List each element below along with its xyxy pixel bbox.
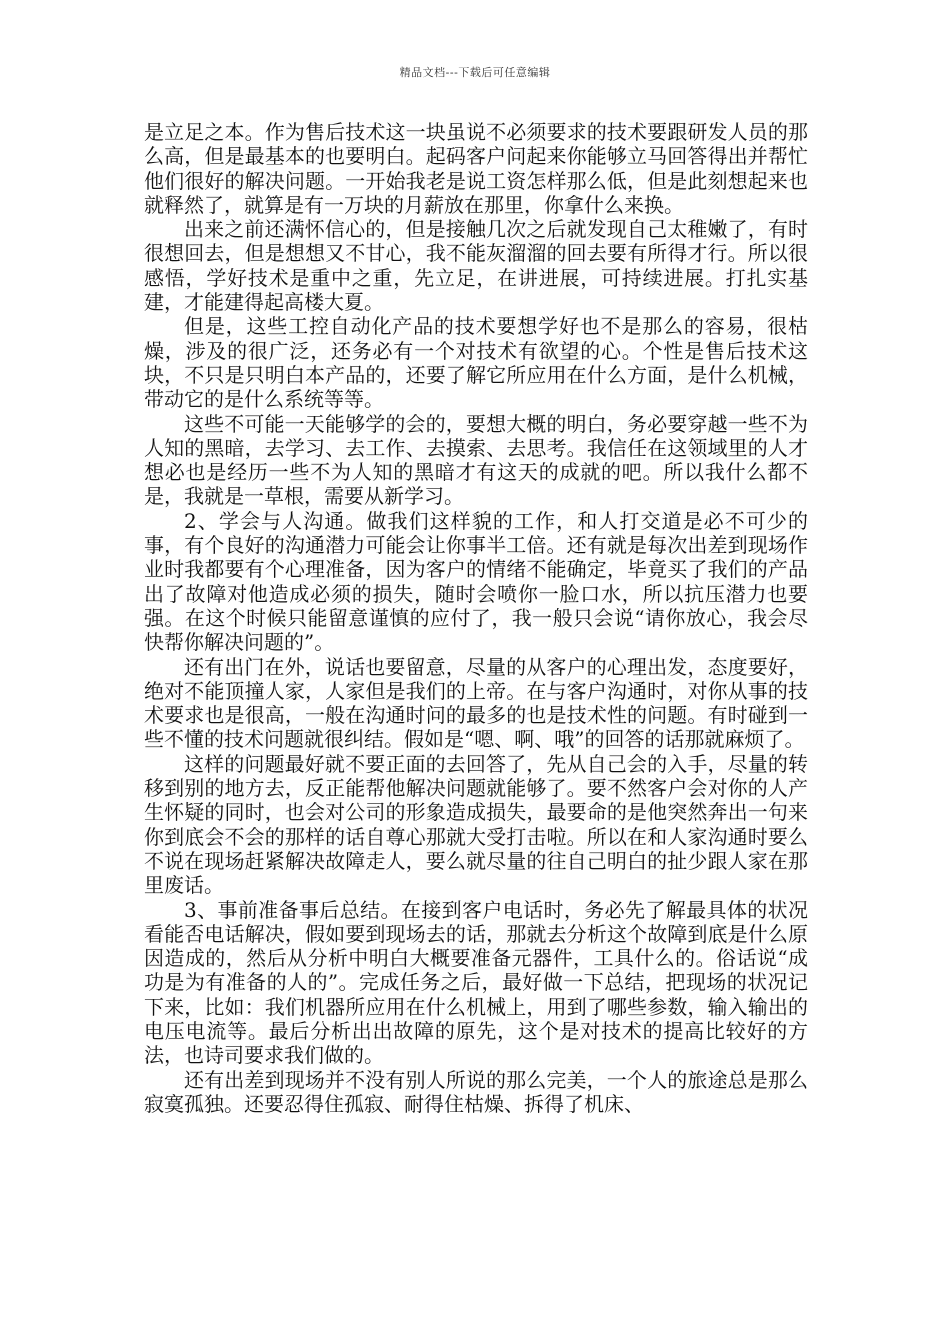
paragraph-9: 还有出差到现场并不没有别人所说的那么完美，一个人的旅途总是那么寂寞孤独。还要忍得住孤寂、耐得住枯燥、拆得了机床、 — [144, 1067, 808, 1116]
paragraph-6: 还有出门在外，说话也要留意，尽量的从客户的心理出发，态度要好，绝对不能顶撞人家，人家但是我们的上帝。在与客户沟通时，对你从事的技术要求也是很高，一般在沟通时问的最多的也是技术性的问题。有时碰到一些不懂的技术问题就很纠结。假如是“嗯、啊、哦”的回答的话那就麻烦了。 — [144, 654, 808, 752]
page-header: 精品文档---下载后可任意编辑 — [399, 66, 551, 79]
paragraph-8: 3、事前准备事后总结。在接到客户电话时，务必先了解最具体的状况看能否电话解决，假如要到现场去的话，那就去分析这个故障到底是什么原因造成的，然后从分析中明白大概要准备元器件，工具什么的。俗话说“成功是为有准备的人的”。完成任务之后，最好做一下总结，把现场的状况记下来，比如：我们机器所应用在什么机械上，用到了哪些参数，输入输出的电压电流等。最后分析出出故障的原先，这个是对技术的提高比较好的方法，也诗司要求我们做的。 — [144, 897, 808, 1068]
document-body — [144, 120, 808, 1116]
paragraph-2: 出来之前还满怀信心的，但是接触几次之后就发现自己太稚嫩了，有时很想回去，但是想想又不甘心，我不能灰溜溜的回去要有所得才行。所以很感悟，学好技术是重中之重，先立足，在讲进展，可持续进展。打扎实基建，才能建得起高楼大夏。 — [144, 217, 808, 315]
paragraph-4: 这些不可能一天能够学的会的，要想大概的明白，务必要穿越一些不为人知的黑暗，去学习、去工作、去摸索、去思考。我信任在这领域里的人才想必也是经历一些不为人知的黑暗才有这天的成就的吧。所以我什么都不是，我就是一草根，需要从新学习。 — [144, 411, 808, 509]
paragraph-1: 是立足之本。作为售后技术这一块虽说不必须要求的技术要跟研发人员的那么高，但是最基本的也要明白。起码客户问起来你能够立马回答得出并帮忙他们很好的解决问题。一开始我老是说工资怎样那么低，但是此刻想起来也就释然了，就算是有一万块的月薪放在那里，你拿什么来换。 — [144, 120, 808, 217]
paragraph-3: 但是，这些工控自动化产品的技术要想学好也不是那么的容易，很枯燥，涉及的很广泛，还务必有一个对技术有欲望的心。个性是售后技术这块，不只是只明白本产品的，还要了解它所应用在什么方面，是什么机械，带动它的是什么系统等等。 — [144, 314, 808, 412]
paragraph-7: 这样的问题最好就不要正面的去回答了，先从自己会的入手，尽量的转移到别的地方去，反正能帮他解决问题就能够了。要不然客户会对你的人产生怀疑的同时，也会对公司的形象造成损失，最要命的是他突然奔出一句来你到底会不会的那样的话自尊心那就大受打击啦。所以在和人家沟通时要么不说在现场赶紧解决故障走人，要么就尽量的往自己明白的扯少跟人家在那里废话。 — [144, 751, 808, 898]
paragraph-5: 2、学会与人沟通。做我们这样貌的工作，和人打交道是必不可少的事，有个良好的沟通潜力可能会让你事半工倍。还有就是每次出差到现场作业时我都要有个心理准备，因为客户的情绪不能确定，毕竟买了我们的产品出了故障对他造成必须的损失，随时会喷你一脸口水，所以抗压潜力也要强。在这个时候只能留意谨慎的应付了，我一般只会说“请你放心，我会尽快帮你解决问题的”。 — [144, 508, 808, 655]
